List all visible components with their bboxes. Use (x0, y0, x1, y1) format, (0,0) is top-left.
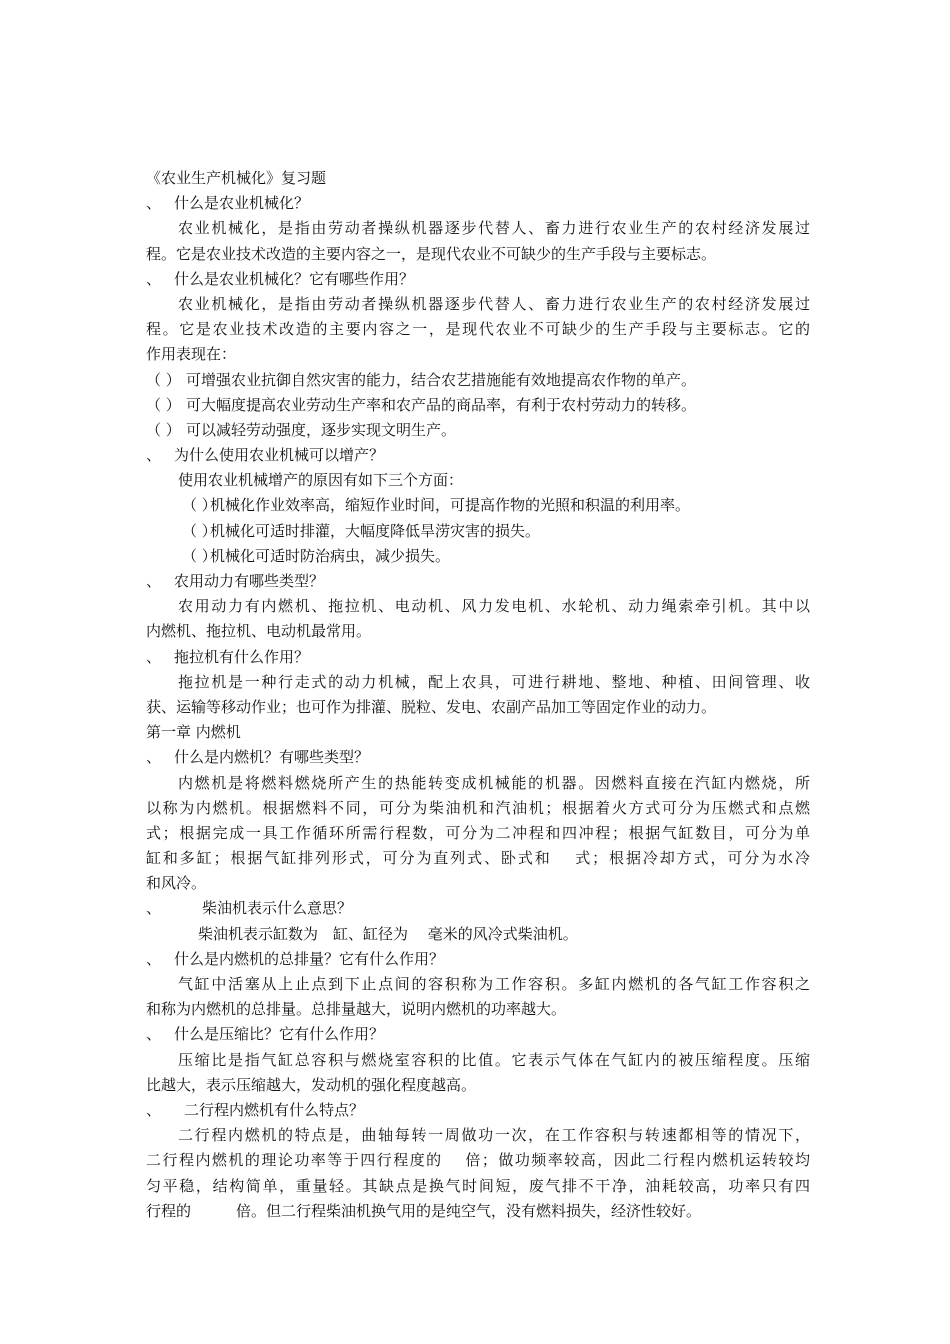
item-text: 可以减轻劳动强度，逐步实现文明生产。 (186, 420, 457, 439)
answer-6-line-5: 和风冷。 (146, 874, 207, 893)
item-mark: （ ） (146, 395, 181, 414)
question-10 (146, 1098, 810, 1123)
document-body (146, 166, 810, 1224)
item-text: 机械化可适时防治病虫，减少损失。 (210, 546, 451, 565)
chapter-heading: 第一章 内燃机 (146, 723, 241, 742)
question-text: 什么是压缩比？它有什么作用？ (174, 1025, 385, 1044)
question-mark: 、 (146, 194, 162, 213)
question-mark: 、 (146, 899, 162, 918)
question-text: 为什么使用农业机械可以增产？ (174, 446, 385, 465)
answer-8-line-1: 气缸中活塞从上止点到下止点间的容积称为工作容积。多缸内燃机的各气缸工作容积之 (178, 975, 810, 993)
question-3 (146, 443, 810, 468)
question-8 (146, 947, 810, 972)
question-mark: 、 (146, 647, 162, 666)
answer-7: 柴油机表示缸数为 缸、缸径为 毫米的风冷式柴油机。 (198, 924, 578, 943)
question-4 (146, 569, 810, 594)
answer-1-line-1: 农业机械化，是指由劳动者操纵机器逐步代替人、畜力进行农业生产的农村经济发展过 (178, 219, 810, 238)
answer-2-item-3 (146, 418, 810, 443)
answer-9-line-1: 压缩比是指气缸总容积与燃烧室容积的比值。它表示气体在气缸内的被压缩程度。压缩 (178, 1050, 810, 1069)
answer-2-line-1: 农业机械化，是指由劳动者操纵机器逐步代替人、畜力进行农业生产的农村经济发展过 (178, 294, 810, 313)
answer-8-line-2: 和称为内燃机的总排量。总排量越大，说明内燃机的功率越大。 (146, 1000, 567, 1019)
question-mark: 、 (146, 949, 162, 968)
question-text: 什么是内燃机？有哪些类型？ (174, 748, 370, 767)
answer-5-line-1: 拖拉机是一种行走式的动力机械，配上农具，可进行耕地、整地、种植、田间管理、收 (178, 672, 810, 691)
question-9 (146, 1022, 810, 1047)
answer-3-item-2 (146, 519, 810, 544)
question-mark: 、 (146, 269, 162, 288)
question-2 (146, 267, 810, 292)
answer-4-line-2: 内燃机、拖拉机、电动机最常用。 (146, 622, 372, 641)
question-text: 什么是农业机械化？ (174, 194, 310, 213)
answer-10-line-4: 行程的 倍。但二行程柴油机换气用的是纯空气，没有燃料损失，经济性较好。 (146, 1201, 702, 1220)
answer-2-item-1 (146, 368, 810, 393)
answer-2-item-2 (146, 393, 810, 418)
question-text: 什么是内燃机的总排量？它有什么作用？ (174, 949, 445, 968)
question-text: 柴油机表示什么意思？ (202, 899, 353, 918)
item-mark: （ ） (182, 496, 217, 515)
answer-10-line-2: 二行程内燃机的理论功率等于四行程度的 倍；做功频率较高，因此二行程内燃机运转较均 (146, 1151, 810, 1170)
item-text: 可增强农业抗御自然灾害的能力，结合农艺措施能有效地提高农作物的单产。 (186, 370, 697, 389)
answer-3-item-1 (146, 493, 810, 518)
question-6 (146, 745, 810, 770)
answer-3-item-3 (146, 544, 810, 569)
answer-3-intro: 使用农业机械增产的原因有如下三个方面： (178, 471, 464, 490)
question-text: 拖拉机有什么作用？ (174, 647, 310, 666)
answer-4-line-1: 农用动力有内燃机、拖拉机、电动机、风力发电机、水轮机、动力绳索牵引机。其中以 (178, 597, 810, 616)
item-mark: （ ） (146, 420, 181, 439)
answer-5-line-2: 获、运输等移动作业；也可作为排灌、脱粒、发电、农副产品加工等固定作业的动力。 (146, 697, 717, 716)
answer-9-line-2: 比越大，表示压缩越大，发动机的强化程度越高。 (146, 1075, 477, 1094)
document-title: 《农业生产机械化》复习题 (146, 169, 327, 187)
question-text: 什么是农业机械化？它有哪些作用？ (174, 269, 415, 288)
question-7 (146, 896, 810, 921)
question-mark: 、 (146, 1025, 162, 1044)
question-1 (146, 191, 810, 216)
question-5 (146, 645, 810, 670)
answer-10-line-1: 二行程内燃机的特点是，曲轴每转一周做功一次，在工作容积与转速都相等的情况下， (178, 1126, 810, 1145)
question-mark: 、 (146, 748, 162, 767)
question-mark: 、 (146, 446, 162, 465)
item-mark: （ ） (182, 521, 217, 540)
question-text: 二行程内燃机有什么特点？ (184, 1100, 365, 1119)
item-mark: （ ） (146, 370, 181, 389)
answer-6-line-4: 缸和多缸；根据气缸排列形式，可分为直列式、卧式和 式；根据冷却方式，可分为水冷 (146, 849, 810, 868)
answer-6-line-2: 以称为内燃机。根据燃料不同，可分为柴油机和汽油机；根据着火方式可分为压燃式和点燃 (146, 798, 810, 817)
answer-2-line-3: 作用表现在： (146, 345, 237, 364)
answer-6-line-3: 式；根据完成一具工作循环所需行程数，可分为二冲程和四冲程；根据气缸数目，可分为单 (146, 823, 810, 842)
answer-1-line-2: 程。它是农业技术改造的主要内容之一，是现代农业不可缺少的生产手段与主要标志。 (146, 244, 717, 263)
answer-6-line-1: 内燃机是将燃料燃烧所产生的热能转变成机械能的机器。因燃料直接在汽缸内燃烧，所 (178, 773, 810, 792)
question-mark: 、 (146, 1100, 162, 1119)
item-mark: （ ） (182, 546, 217, 565)
item-text: 机械化作业效率高，缩短作业时间，可提高作物的光照和积温的利用率。 (210, 496, 691, 515)
question-mark: 、 (146, 572, 162, 590)
answer-10-line-3: 匀平稳，结构简单，重量轻。其缺点是换气时间短，废气排不干净，油耗较高，功率只有四 (146, 1176, 810, 1195)
answer-2-line-2: 程。它是农业技术改造的主要内容之一，是现代农业不可缺少的生产手段与主要标志。它的 (146, 320, 810, 339)
question-text: 农用动力有哪些类型？ (174, 572, 325, 590)
item-text: 机械化可适时排灌，大幅度降低旱涝灾害的损失。 (210, 521, 541, 540)
item-text: 可大幅度提高农业劳动生产率和农产品的商品率，有利于农村劳动力的转移。 (186, 395, 697, 414)
